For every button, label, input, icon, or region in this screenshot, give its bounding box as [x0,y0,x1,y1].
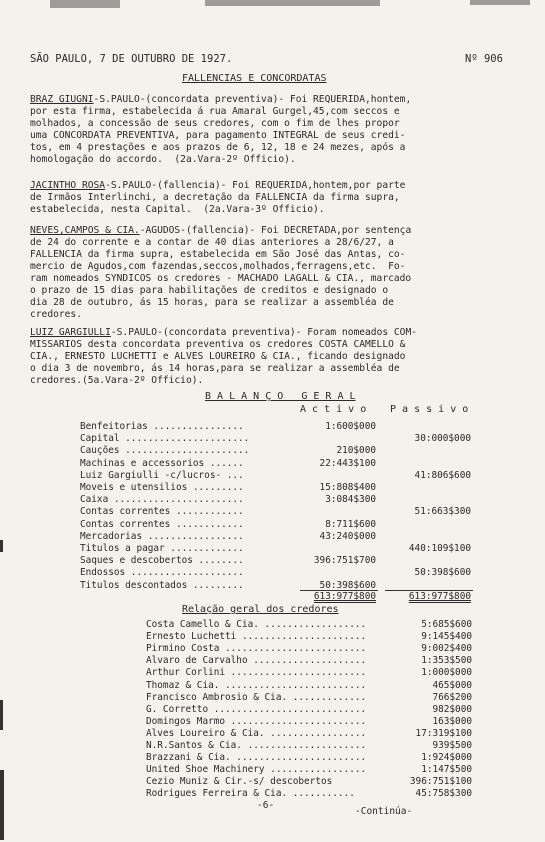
scan-edge-mark [0,700,3,730]
creditor-name: Domingos Marmo ........................ [146,715,367,727]
balance-row [80,519,475,531]
creditor-name: N.R.Santos & Cia. ..................... [146,740,367,751]
creditor-row [146,643,472,655]
creditor-name: Costa Camello & Cia. .................. [146,619,367,630]
passive-column-header: P a s s i v o [390,404,469,415]
creditor-amount: 1:924$000 [421,752,472,764]
creditor-amount: 9:145$400 [421,631,472,643]
scan-edge-mark [0,770,4,840]
place-date: SÃO PAULO, 7 DE OUTUBRO DE 1927. [30,53,233,65]
bulletin-number: Nº 906 [465,53,503,65]
balance-row [80,531,475,543]
balance-row [80,555,475,567]
entry-line: molhados, a concessão de seus credores, com o fim de lhes propor [30,118,400,129]
creditor-amount: 17:319$100 [415,727,472,739]
creditor-amount: 45:758$300 [415,788,472,800]
balance-active-value: 15:808$400 [319,482,376,493]
balance-passive-value: 51:663$300 [414,506,471,518]
entry-line: de 24 do corrente e a contar de 40 dias anteriores a 28/6/27, a [30,237,394,248]
balance-passive-value: 440:109$100 [408,543,471,554]
creditor-row [146,667,472,679]
balance-row [80,421,475,433]
balance-account-label: Capital ...................... [80,433,250,445]
creditor-amount: 1:353$500 [421,655,472,667]
entry-line: NEVES,CAMPOS & CIA.-AGUDOS-(fallencia)- Foi DECRETADA,por sentença [30,225,412,236]
entry-line: JACINTHO ROSA-S.PAULO-(fallencia)- Foi REQUERIDA,hontem,por parte [30,180,406,191]
scan-mark [205,0,380,6]
balance-active-value: 8:711$600 [325,518,376,530]
creditor-amount: 9:002$400 [421,643,472,655]
scan-edge-mark [0,540,3,552]
balance-active-value: 3:084$300 [325,494,376,506]
creditor-row [146,692,472,704]
creditor-name: Cezio Muniz & Cir.-s/ descobertos [146,776,333,788]
creditor-row [146,716,472,728]
creditor-name: G. Corretto ........................... [146,703,367,715]
balance-passive-value: 50:398$600 [414,567,471,579]
creditor-row [146,764,472,776]
creditor-name: Ernesto Luchetti ...................... [146,631,367,643]
creditor-row [146,728,472,740]
entry-line: credores.(5a.Vara-2º Officio). [30,375,204,386]
creditor-amount: 939$500 [432,740,472,751]
creditor-row [146,619,472,631]
balance-row [80,433,475,445]
entry-line: estabelecida, nesta Capital. (2a.Vara-3º Officio). [30,204,325,215]
creditor-row [146,776,472,788]
balance-row [80,482,475,494]
balance-active-value: 22:443$100 [319,457,376,469]
creditor-name: Brazzani & Cia. ....................... [146,752,367,764]
creditor-name: Arthur Corlini ........................ [146,667,367,679]
creditor-name: Pirmino Costa ......................... [146,643,367,655]
creditor-amount: 982$000 [432,703,472,715]
balance-account-label: Luiz Gargiulli -c/lucros- ... [80,469,244,481]
creditor-row [146,680,472,692]
entry-name: JACINTHO ROSA [30,180,106,191]
creditors-title: Relação geral dos credores [182,604,339,615]
entry-line: CIA., ERNESTO LUCHETTI e ALVES LOUREIRO & CIA., ficando designado [30,351,406,362]
continues-note: -Continúa- [355,806,413,817]
creditor-amount: 396:751$100 [409,776,472,788]
scan-mark [470,0,530,5]
balance-title: B A L A N Ç O G E R A L [205,391,356,402]
entry-line: ram nomeados SYNDICOS os credores - MACHADO LAGALL & CIA., marcado [30,273,412,284]
entry-line: uma CONCORDATA PREVENTIVA, para pagamento INTEGRAL de seus credi- [30,130,406,141]
balance-active-value: 1:600$000 [325,421,376,432]
balance-account-label: Titulos a pagar ............. [80,543,244,554]
entry-line: MISSARIOS desta concordata preventiva os credores COSTA CAMELLO & [30,339,406,350]
balance-row [80,543,475,555]
entry-line: dia 28 de outubro, ás 15 horas, para se realizar a assembléa de [30,297,394,308]
entry-line: BRAZ GIUGNI-S.PAULO-(concordata preventiva)- Foi REQUERIDA,hontem, [30,94,412,105]
balance-row [80,458,475,470]
balance-row [80,494,475,506]
entry-line: LUIZ GARGIULLI-S.PAULO-(concordata preventiva)- Foram nomeados COM- [30,327,417,338]
balance-account-label: Mercadorias ................. [80,530,244,542]
creditor-name: Alvaro de Carvalho .................... [146,655,367,667]
entry-line: de Irmãos Interlinchi, a decretação da FALLENCIA da firma supra, [30,192,400,203]
balance-account-label: Cauções ...................... [80,445,250,457]
balance-account-label: Endossos .................... [80,567,244,579]
creditor-amount: 465$000 [432,679,472,691]
creditor-name: United Shoe Machinery ................. [146,764,367,776]
entry-line: por esta firma, estabelecida á rua Amaral Gurgel,45,com seccos e [30,106,400,117]
creditor-row [146,631,472,643]
section-title: FALLENCIAS E CONCORDATAS [182,73,327,84]
balance-row [80,470,475,482]
entry-line: credores. [30,309,82,320]
creditor-amount: 163$000 [432,715,472,727]
balance-account-label: Titulos descontados ......... [80,579,244,591]
balance-active-value: 396:751$700 [313,555,376,567]
balance-passive-value: 30:000$000 [414,433,471,445]
scan-mark [50,0,120,8]
creditor-name: Rodrigues Ferreira & Cia. ........... [146,788,355,800]
active-column-header: A c t i v o [300,404,367,415]
balance-account-label: Contas correntes ............ [80,518,244,530]
entry-line: homologação do accordo. (2a.Vara-2º Officio). [30,154,296,165]
creditor-row [146,655,472,667]
creditor-row [146,704,472,716]
creditor-amount: 5:685$600 [421,619,472,630]
balance-account-label: Saques e descobertos ........ [80,555,244,567]
creditor-row [146,788,472,800]
total-active: 613:977$800 [313,591,376,602]
creditor-name: Thomaz & Cia. ......................... [146,679,367,691]
entry-name: NEVES,CAMPOS & CIA. [30,225,140,236]
balance-row [80,506,475,518]
entry-name: BRAZ GIUGNI [30,94,94,105]
entry-line: FALLENCIA da firma supra, estabelecida em São José das Antas, co- [30,249,406,260]
balance-account-label: Moveis e utensilios ......... [80,482,244,493]
entry-line: o prazo de 15 dias para habilitações de creditos e designado o [30,285,389,296]
balance-active-value: 43:240$000 [319,530,376,542]
creditor-name: Francisco Ambrosio & Cia. ............. [146,691,367,703]
balance-row [80,445,475,457]
balance-account-label: Benfeitorias ................ [80,421,244,432]
balance-account-label: Caixa ....................... [80,494,244,506]
creditor-row [146,752,472,764]
balance-active-value: 50:398$600 [319,579,376,591]
creditor-row [146,740,472,752]
entry-line: mercio de Agudos,com fazendas,seccos,molhados,ferragens,etc. Fo- [30,261,406,272]
creditor-amount: 1:000$000 [421,667,472,679]
balance-passive-value: 41:806$600 [414,469,471,481]
creditor-amount: 1:147$500 [421,764,472,776]
balance-active-value: 210$000 [336,445,376,457]
total-passive: 613:977$800 [408,591,471,602]
entry-name: LUIZ GARGIULLI [30,327,111,338]
balance-account-label: Machinas e accessorios ...... [80,457,244,469]
entry-line: tos, em 4 prestações e aos prazos de 6, 12, 18 e 24 mezes, após a [30,142,406,153]
entry-line: o dia 3 de novembro, ás 14 horas,para se realizar a assembléa de [30,363,400,374]
balance-account-label: Contas correntes ............ [80,506,244,518]
balance-row [80,567,475,579]
page-mark: -6- [257,800,275,811]
creditor-name: Alves Loureiro & Cia. ................. [146,727,367,739]
creditor-amount: 766$200 [432,691,472,703]
